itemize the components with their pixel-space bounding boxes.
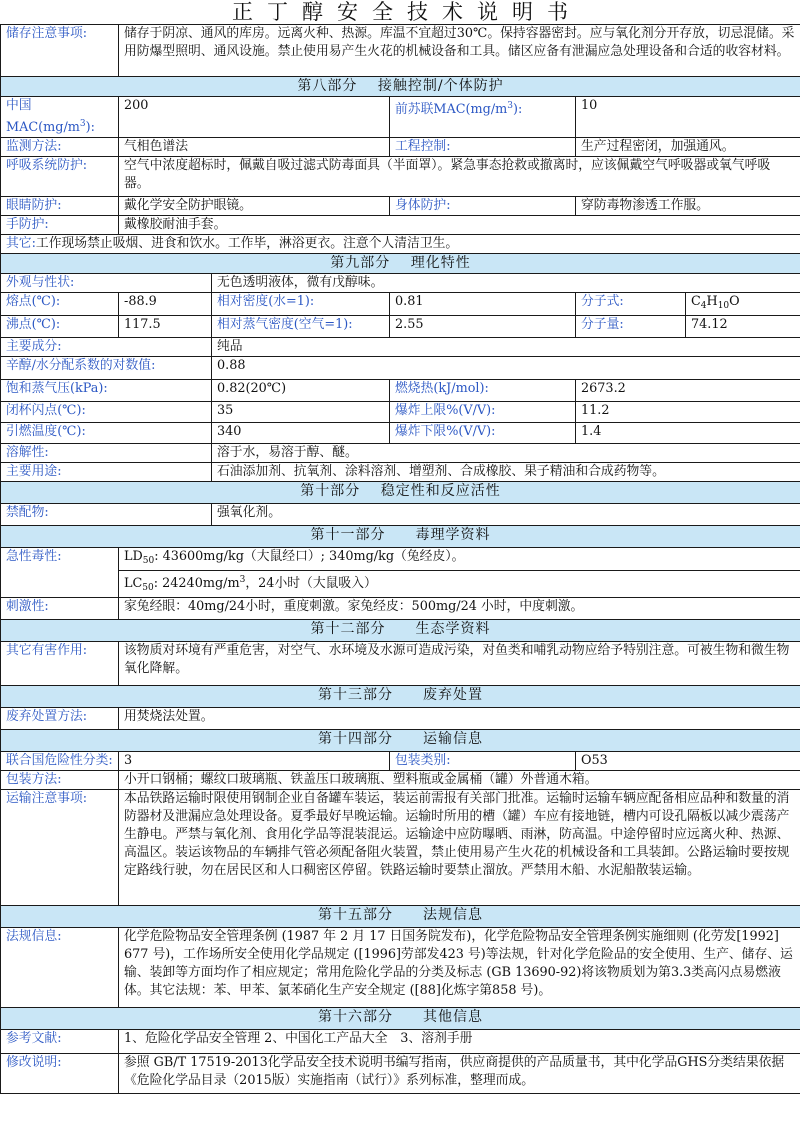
solubility-label: 溶解性: — [1, 444, 212, 463]
pack-cat-value: O53 — [576, 752, 800, 771]
ref-label: 参考文献: — [1, 1030, 119, 1054]
section-9-title: 第九部分 理化特性 — [1, 254, 800, 274]
section-8-title: 第八部分 接触控制/个体防护 — [1, 77, 800, 97]
row-flash — [1, 402, 800, 423]
section-13-header — [1, 686, 800, 708]
heat-label: 燃烧热(kJ/mol): — [390, 380, 576, 402]
uel-value: 11.2 — [576, 402, 800, 423]
bp-label: 沸点(℃): — [1, 316, 119, 338]
lel-label: 爆炸下限%(V/V): — [390, 423, 576, 444]
row-vp — [1, 380, 800, 402]
row-other-8 — [1, 235, 800, 254]
mw-label: 分子量: — [576, 316, 686, 338]
irritation-value: 家兔经眼：40mg/24小时，重度刺激。家兔经皮：500mg/24 小时，中度刺激。 — [119, 598, 800, 620]
bp-value: 117.5 — [119, 316, 212, 338]
row-law — [1, 928, 800, 1008]
row-composition — [1, 338, 800, 357]
appearance-label: 外观与性状: — [1, 274, 212, 293]
acute-label: 急性毒性: — [1, 548, 119, 598]
row-mac — [1, 97, 800, 138]
row-disposal — [1, 708, 800, 730]
section-10-title: 第十部分 稳定性和反应活性 — [1, 482, 800, 504]
lc50-value: $LC_{50}$: $24240mg/m^3$，24小时（大鼠吸入） — [119, 571, 800, 598]
other-8-value: 工作现场禁止吸烟、进食和饮水。工作毕，淋浴更衣。注意个人清洁卫生。 — [35, 236, 459, 251]
transport-label: 运输注意事项: — [1, 790, 119, 906]
monitor-value: 气相色谱法 — [119, 138, 390, 157]
formula-value: $C_4H_{10}O$ — [686, 293, 800, 316]
section-12-header — [1, 620, 800, 642]
rel-density-label: 相对密度(水=1): — [212, 293, 390, 316]
section-16-header — [1, 1008, 800, 1030]
eye-value: 戴化学安全防护眼镜。 — [119, 197, 390, 216]
uses-value: 石油添加剂、抗氧剂、涂料溶剂、增塑剂、合成橡胶、果子精油和合成药物等。 — [212, 463, 800, 482]
appearance-value: 无色透明液体，微有戊醇味。 — [212, 274, 800, 293]
section-10-header — [1, 482, 800, 504]
monitor-label: 监测方法: — [1, 138, 119, 157]
composition-label: 主要成分: — [1, 338, 212, 357]
rel-density-value: 0.81 — [390, 293, 576, 316]
eng-value: 生产过程密闭，加强通风。 — [576, 138, 800, 157]
section-14-title: 第十四部分 运输信息 — [1, 730, 800, 752]
row-incompat — [1, 504, 800, 526]
heat-value: 2673.2 — [576, 380, 800, 402]
resp-value: 空气中浓度超标时，佩戴自吸过滤式防毒面具（半面罩）。紧急事态抢救或撤离时，应该佩戴空气呼吸器或氧气呼吸器。 — [119, 157, 800, 197]
row-autoign — [1, 423, 800, 444]
disposal-label: 废弃处置方法: — [1, 708, 119, 730]
row-mp — [1, 293, 800, 316]
uel-label: 爆炸上限%(V/V): — [390, 402, 576, 423]
other-8-cell — [1, 235, 800, 254]
row-irritation — [1, 598, 800, 620]
pack-method-label: 包装方法: — [1, 771, 119, 790]
incompat-value: 强氧化剂。 — [212, 504, 800, 526]
uses-label: 主要用途: — [1, 463, 212, 482]
vapor-density-label: 相对蒸气密度(空气=1): — [212, 316, 390, 338]
autoign-label: 引燃温度(℃): — [1, 423, 212, 444]
row-ref — [1, 1030, 800, 1054]
row-respiratory — [1, 157, 800, 197]
body-value: 穿防毒物渗透工作服。 — [576, 197, 800, 216]
row-logp — [1, 357, 800, 380]
row-solubility — [1, 444, 800, 463]
section-15-title: 第十五部分 法规信息 — [1, 906, 800, 928]
row-appearance — [1, 274, 800, 293]
section-15-header — [1, 906, 800, 928]
pack-method-value: 小开口钢桶；螺纹口玻璃瓶、铁盖压口玻璃瓶、塑料瓶或金属桶（罐）外普通木箱。 — [119, 771, 800, 790]
row-uses — [1, 463, 800, 482]
section-16-title: 第十六部分 其他信息 — [1, 1008, 800, 1030]
logp-label: 辛醇/水分配系数的对数值: — [1, 357, 212, 380]
un-class-value: 3 — [119, 752, 390, 771]
row-ld50 — [1, 548, 800, 571]
hand-label: 手防护: — [1, 216, 119, 235]
lel-value: 1.4 — [576, 423, 800, 444]
section-12-title: 第十二部分 生态学资料 — [1, 620, 800, 642]
un-class-label: 联合国危险性分类: — [1, 752, 119, 771]
other-8-label: 其它: — [6, 236, 36, 251]
section-14-header — [1, 730, 800, 752]
logp-value: 0.88 — [212, 357, 800, 380]
mw-value: 74.12 — [686, 316, 800, 338]
mac-su-label: 前苏联$MAC(mg/m^3)$: — [390, 97, 576, 138]
section-13-title: 第十三部分 废弃处置 — [1, 686, 800, 708]
eng-label: 工程控制: — [390, 138, 576, 157]
row-lc50 — [1, 571, 800, 598]
row-pack-method — [1, 771, 800, 790]
mp-label: 熔点(℃): — [1, 293, 119, 316]
vp-label: 饱和蒸气压(kPa): — [1, 380, 212, 402]
body-label: 身体防护: — [390, 197, 576, 216]
vapor-density-value: 2.55 — [390, 316, 576, 338]
eco-other-value: 该物质对环境有严重危害，对空气、水环境及水源可造成污染，对鱼类和哺乳动物应给予特别注意。可被生物和微生物氧化降解。 — [119, 642, 800, 686]
vp-value: 0.82(20℃) — [212, 380, 390, 402]
row-revision — [1, 1054, 800, 1094]
row-eco-other — [1, 642, 800, 686]
mac-cn-label: 中国$MAC(mg/m^3)$: — [1, 97, 119, 138]
solubility-value: 溶于水，易溶于醇、醚。 — [212, 444, 800, 463]
msds-table — [0, 24, 800, 1094]
disposal-value: 用焚烧法处置。 — [119, 708, 800, 730]
ld50-value: $LD_{50}$: 43600mg/kg（大鼠经口）; 340mg/kg（兔经皮）。 — [119, 548, 800, 571]
autoign-value: 340 — [212, 423, 390, 444]
transport-value: 本品铁路运输时限使用钢制企业自备罐车装运，装运前需报有关部门批准。运输时运输车辆应配备相应品种和数量的消防器材及泄漏应急处理设备。夏季最好早晚运输。运输时所用的槽（罐）车应有接地链，槽内可设孔隔板以减少震荡产生静电。严禁与氧化剂、食用化学品等混装混运。运输途中应防曝晒、雨淋，防高温。中途停留时应远离火种、热源、高温区。装运该物品的车辆排气管必须配备阻火装置，禁止使用易产生火花的机械设备和工具装卸。公路运输时要按规定路线行驶，勿在居民区和人口稠密区停留。铁路运输时要禁止溜放。严禁用木船、水泥船散装运输。 — [119, 790, 800, 906]
storage-label: 储存注意事项: — [1, 25, 119, 77]
document-title: 正丁醇安全技术说明书 — [232, 0, 582, 24]
row-eye-body — [1, 197, 800, 216]
formula-label: 分子式: — [576, 293, 686, 316]
section-9-header — [1, 254, 800, 274]
row-bp — [1, 316, 800, 338]
ref-value: 1、危险化学品安全管理 2、中国化工产品大全 3、溶剂手册 — [119, 1030, 800, 1054]
eye-label: 眼睛防护: — [1, 197, 119, 216]
section-11-header — [1, 526, 800, 548]
row-un-class — [1, 752, 800, 771]
flash-value: 35 — [212, 402, 390, 423]
flash-label: 闭杯闪点(℃): — [1, 402, 212, 423]
eco-other-label: 其它有害作用: — [1, 642, 119, 686]
law-label: 法规信息: — [1, 928, 119, 1008]
row-transport — [1, 790, 800, 906]
composition-value: 纯品 — [212, 338, 800, 357]
resp-label: 呼吸系统防护: — [1, 157, 119, 197]
revision-label: 修改说明: — [1, 1054, 119, 1094]
mac-su-value: 10 — [576, 97, 800, 138]
storage-value: 储存于阴凉、通风的库房。远离火种、热源。库温不宜超过30℃。保持容器密封。应与氧化剂分开存放，切忌混储。采用防爆型照明、通风设施。禁止使用易产生火花的机械设备和工具。储区应备有泄漏应急处理设备和合适的收容材料。 — [119, 25, 800, 77]
row-hand — [1, 216, 800, 235]
pack-cat-label: 包装类别: — [390, 752, 576, 771]
mp-value: -88.9 — [119, 293, 212, 316]
row-storage — [1, 25, 800, 77]
revision-value: 参照 GB/T 17519-2013化学品安全技术说明书编写指南，供应商提供的产品质量书，其中化学品GHS分类结果依据《危险化学品目录（2015版）实施指南（试行）》系列标准，整理而成。 — [119, 1054, 800, 1094]
row-monitor — [1, 138, 800, 157]
mac-cn-value: 200 — [119, 97, 390, 138]
section-8-header — [1, 77, 800, 97]
hand-value: 戴橡胶耐油手套。 — [119, 216, 800, 235]
incompat-label: 禁配物: — [1, 504, 212, 526]
law-value: 化学危险物品安全管理条例 (1987 年 2 月 17 日国务院发布)，化学危险物品安全管理条例实施细则 (化劳发[1992] 677 号)，工作场所安全使用化学品规定 ([1996]劳部发423 号)等法规，针对化学危险品的安全使用、生产、储存、运输、装卸等方面均作了相应规定；常用危险化学品的分类及标志 (GB 13690-92)将该物质划为第3.3类高闪点易燃液体。其它法规：苯、甲苯、氯苯硝化生产安全规定 ([88]化炼字第858 号)。 — [119, 928, 800, 1008]
irritation-label: 刺激性: — [1, 598, 119, 620]
section-11-title: 第十一部分 毒理学资料 — [1, 526, 800, 548]
